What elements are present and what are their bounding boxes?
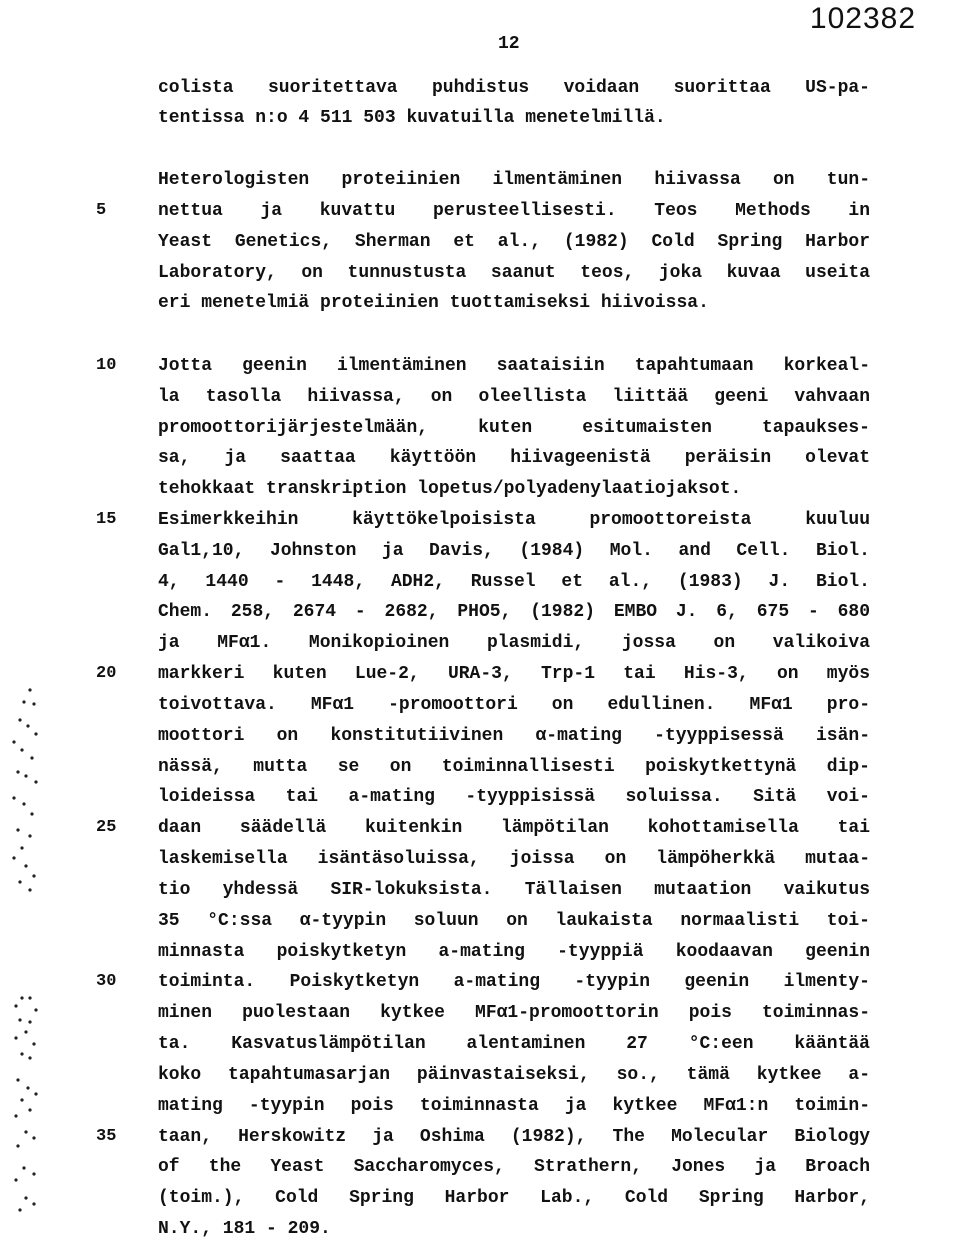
line-number: 10 (96, 356, 117, 375)
line-number: 30 (96, 972, 117, 991)
text-line: colista suoritettava puhdistus voidaan suorittaa US-pa- (158, 78, 870, 98)
text-line: of the Yeast Saccharomyces, Strathern, Jones ja Broach (158, 1157, 870, 1177)
line-number: 25 (96, 818, 117, 837)
text-line: nässä, mutta se on toiminnallisesti poiskytkettynä dip- (158, 757, 870, 777)
text-line: 4, 1440 - 1448, ADH2, Russel et al., (1983) J. Biol. (158, 572, 870, 592)
margin-dot-marks (0, 680, 60, 1240)
text-line: koko tapahtumasarjan päinvastaiseksi, so., tämä kytkee a- (158, 1065, 870, 1085)
text-line: la tasolla hiivassa, on oleellista liittää geeni vahvaan (158, 387, 870, 407)
line-number: 5 (96, 201, 107, 220)
text-line: N.Y., 181 - 209. (158, 1219, 331, 1239)
text-line: eri menetelmiä proteiinien tuottamiseksi hiivoissa. (158, 293, 709, 313)
text-line: 35 °C:ssa α-tyypin soluun on laukaista normaalisti toi- (158, 911, 870, 931)
text-line: tehokkaat transkription lopetus/polyadenylaatiojaksot. (158, 479, 742, 499)
text-line: Esimerkkeihin käyttökelpoisista promoottoreista kuuluu (158, 510, 870, 530)
text-line: (toim.), Cold Spring Harbor Lab., Cold Spring Harbor, (158, 1188, 870, 1208)
text-line: ja MFα1. Monikopioinen plasmidi, jossa on valikoiva (158, 633, 870, 653)
text-line: Chem. 258, 2674 - 2682, PHO5, (1982) EMBO J. 6, 675 - 680 (158, 602, 870, 622)
text-line: toivottava. MFα1 -promoottori on edullinen. MFα1 pro- (158, 695, 870, 715)
text-line: Gal1,10, Johnston ja Davis, (1984) Mol. and Cell. Biol. (158, 541, 870, 561)
text-line: laskemisella isäntäsoluissa, joissa on lämpöherkkä mutaa- (158, 849, 870, 869)
text-line: daan säädellä kuitenkin lämpötilan kohottamisella tai (158, 818, 870, 838)
text-line: ta. Kasvatuslämpötilan alentaminen 27 °C:een kääntää (158, 1034, 870, 1054)
line-number: 20 (96, 664, 117, 683)
text-line: sa, ja saattaa käyttöön hiivageenistä peräisin olevat (158, 448, 870, 468)
text-line: minnasta poiskytketyn a-mating -tyyppiä koodaavan geenin (158, 942, 870, 962)
document-number: 102382 (809, 2, 916, 35)
text-line: Jotta geenin ilmentäminen saataisiin tapahtumaan korkeal- (158, 356, 870, 376)
text-line: moottori on konstitutiivinen α-mating -tyyppisessä isän- (158, 726, 870, 746)
text-line: taan, Herskowitz ja Oshima (1982), The Molecular Biology (158, 1127, 870, 1147)
text-line: Laboratory, on tunnustusta saanut teos, joka kuvaa useita (158, 263, 870, 283)
line-number: 15 (96, 510, 117, 529)
text-line: toiminta. Poiskytketyn a-mating -tyypin geenin ilmenty- (158, 972, 870, 992)
text-line: Heterologisten proteiinien ilmentäminen hiivassa on tun- (158, 170, 870, 190)
page-number: 12 (498, 34, 520, 54)
text-line: nettua ja kuvattu perusteellisesti. Teos Methods in (158, 201, 870, 221)
text-line: promoottorijärjestelmään, kuten esitumaisten tapaukses- (158, 418, 870, 438)
text-line: markkeri kuten Lue-2, URA-3, Trp-1 tai His-3, on myös (158, 664, 870, 684)
line-number: 35 (96, 1127, 117, 1146)
text-line: tio yhdessä SIR-lokuksista. Tällaisen mutaation vaikutus (158, 880, 870, 900)
text-line: loideissa tai a-mating -tyyppisissä soluissa. Sitä voi- (158, 787, 870, 807)
text-line: Yeast Genetics, Sherman et al., (1982) Cold Spring Harbor (158, 232, 870, 252)
text-line: mating -tyypin pois toiminnasta ja kytkee MFα1:n toimin- (158, 1096, 870, 1116)
text-line: minen puolestaan kytkee MFα1-promoottorin pois toiminnas- (158, 1003, 870, 1023)
text-line: tentissa n:o 4 511 503 kuvatuilla menetelmillä. (158, 108, 666, 128)
